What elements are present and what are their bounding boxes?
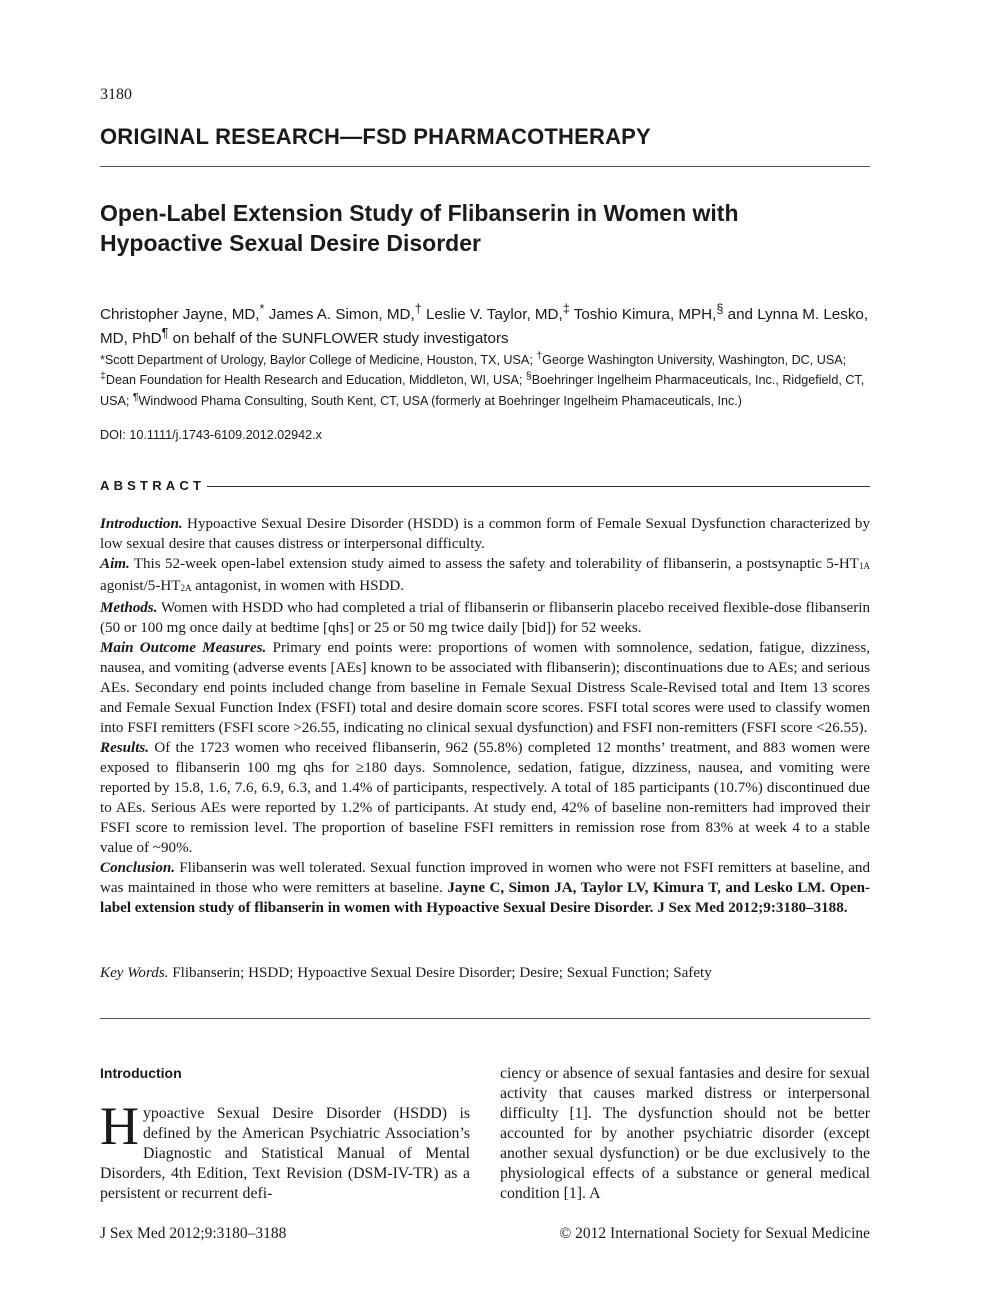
abstract-label: ABSTRACT — [100, 478, 206, 493]
article-title: Open-Label Extension Study of Flibanserin in Women with Hypoactive Sexual Desire Disorder — [100, 200, 739, 256]
abstract-results: Results. Of the 1723 women who received flibanserin, 962 (55.8%) completed 12 months’ treatment, and 883 women were exposed to flibanserin 100 mg qhs for ≥180 days. Somnolence, sedation, fatigue, dizziness, nausea, and vomiting were reported by 15.8, 1.6, 7.6, 6.9, 6.3, and 1.4% of participants, respectively. A total of 185 participants (10.7%) discontinued due to AEs. Serious AEs were reported by 1.2% of participants. At study end, 42% of baseline non-remitters had improved their FSFI score to remission level. The proportion of baseline FSFI remitters in remission rose from 83% at week 4 to a stable value of ~90%. — [100, 740, 870, 856]
abstract-introduction: Introduction. Hypoactive Sexual Desire Disorder (HSDD) is a common form of Female Sexual Dysfunction characterized by low sexual desire that causes distress or interpersonal difficulty. — [100, 516, 870, 552]
abstract-end-rule — [100, 1018, 870, 1019]
journal-citation-footer: J Sex Med 2012;9:3180–3188 — [100, 1225, 287, 1242]
copyright-footer: © 2012 International Society for Sexual Medicine — [559, 1225, 870, 1242]
abstract-rule — [207, 486, 870, 487]
abstract-body — [100, 514, 870, 918]
key-words: Key Words. Flibanserin; HSDD; Hypoactive Sexual Desire Disorder; Desire; Sexual Function; Safety — [100, 965, 712, 981]
abstract-conclusion: Conclusion. Flibanserin was well tolerated. Sexual function improved in women who were not FSFI remitters at baseline, and was maintained in those who were remitters at baseline. Jayne C, Simon JA, Taylor LV, Kimura T, and Lesko LM. Open-label extension study of flibanserin in women with Hypoactive Sexual Desire Disorder. J Sex Med 2012;9:3180–3188. — [100, 860, 871, 916]
abstract-methods: Methods. Women with HSDD who had completed a trial of flibanserin or flibanserin placebo received flexible-dose flibanserin (50 or 100 mg once daily at bedtime [qhs] or 25 or 50 mg twice daily [bid]) for 52 weeks. — [100, 600, 870, 636]
abstract-heading — [100, 478, 870, 493]
citation: Jayne C, Simon JA, Taylor LV, Kimura T, and Lesko LM. Open-label extension study of flibanserin in women with Hypoactive Sexual Desire Disorder. J Sex Med 2012;9:3180–3188. — [100, 880, 871, 916]
abstract-aim: Aim. This 52-week open-label extension study aimed to assess the safety and tolerability of flibanserin, a postsynaptic $5-HT_{1A}$ agonist/$5-HT_{2A}$ antagonist, in women with HSDD. — [100, 556, 870, 594]
introduction-column-left: Hypoactive Sexual Desire Disorder (HSDD) is defined by the American Psychiatric Association’s Diagnostic and Statistical Manual of Mental Disorders, 4th Edition, Text Revision (DSM-IV-TR) as a persistent or recurrent defi- — [100, 1096, 470, 1202]
introduction-column-right: ciency or absence of sexual fantasies and desire for sexual activity that causes marked distress or interpersonal difficulty [1]. The dysfunction should not be better accounted for by another psychiatric disorder (except another sexual dysfunction) or be due exclusively to the physiological effects of a substance or general medical condition [1]. A — [500, 1065, 870, 1202]
header-rule — [100, 166, 870, 167]
introduction-heading: Introduction — [100, 1065, 182, 1081]
author-list: Christopher Jayne, MD,* James A. Simon, MD,† Leslie V. Taylor, MD,‡ Toshio Kimura, MPH,§ and Lynna M. Lesko, MD, PhD¶ on behalf of the SUNFLOWER study investigators — [100, 302, 869, 348]
abstract-main-outcome-measures: Main Outcome Measures. Primary end points were: proportions of women with somnolence, sedation, fatigue, dizziness, nausea, and vomiting (adverse events [AEs] known to be associated with flibanserin); discontinuations due to AEs; and serious AEs. Secondary end points included change from baseline in Female Sexual Distress Scale-Revised total and Item 13 scores and Female Sexual Function Index (FSFI) total and desire domain score scores. FSFI total scores were used to classify women into FSFI remitters (FSFI score >26.55, indicating no clinical sexual dysfunction) and FSFI non-remitters (FSFI score <26.55). — [100, 640, 871, 736]
section-header: ORIGINAL RESEARCH—FSD PHARMACOTHERAPY — [100, 124, 651, 149]
drop-cap: H — [100, 1096, 139, 1156]
doi[interactable]: DOI: 10.1111/j.1743-6109.2012.02942.x — [100, 428, 322, 442]
affiliations: *Scott Department of Urology, Baylor College of Medicine, Houston, TX, USA; †George Washington University, Washington, DC, USA; ‡Dean Foundation for Health Research and Education, Middleton, WI, USA; §Boehringer Ingelheim Pharmaceuticals, Inc., Ridgefield, CT, USA; ¶Windwood Phama Consulting, South Kent, CT, USA (formerly at Boehringer Ingelheim Phamaceuticals, Inc.) — [100, 350, 865, 409]
page-number: 3180 — [100, 86, 132, 103]
